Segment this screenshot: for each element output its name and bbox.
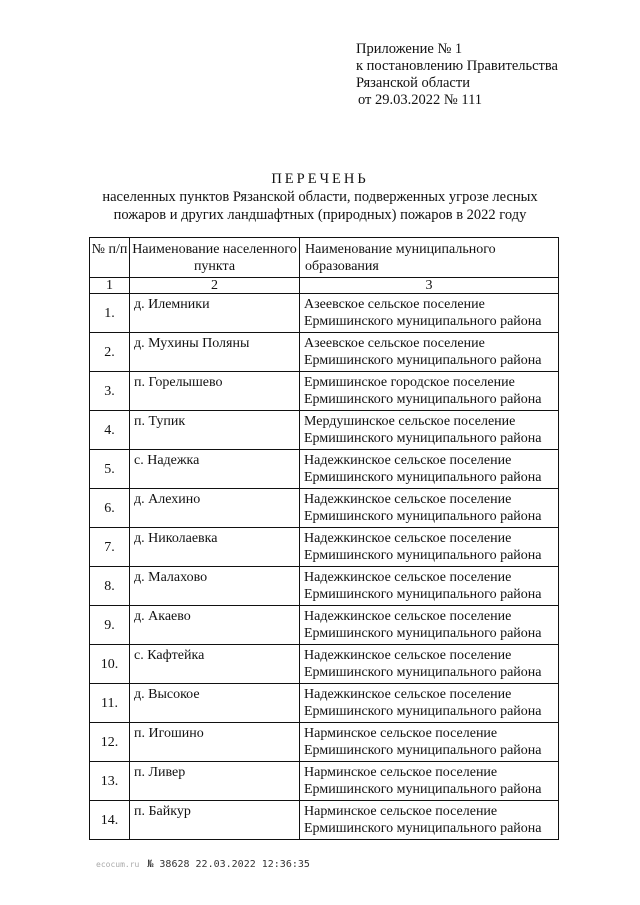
document-title [0,170,640,224]
municipality-district: Ермишинского муниципального района [304,314,542,329]
municipality-district: Ермишинского муниципального района [304,665,542,680]
header-settlement-name: Наименование населенного пункта [130,238,300,278]
municipality-district: Ермишинского муниципального района [304,587,542,602]
settlement-name: с. Кафтейка [130,645,300,684]
municipality-district: Ермишинского муниципального района [304,821,542,836]
row-number: 14. [90,801,130,840]
settlement-name: п. Тупик [130,411,300,450]
registration-stamp [96,859,310,870]
table-row [90,606,559,645]
table-row [90,567,559,606]
title-line-2: пожаров и других ландшафтных (природных) пожаров в 2022 году [113,207,527,223]
row-number: 12. [90,723,130,762]
table-row [90,372,559,411]
column-number-row [90,278,559,294]
row-number: 7. [90,528,130,567]
municipality-settlement: Надежкинское сельское поселение [304,453,512,468]
annex-title: Приложение № 1 [356,41,463,57]
municipality-settlement: Надежкинское сельское поселение [304,492,512,507]
municipality-district: Ермишинского муниципального района [304,743,542,758]
municipality-cell [300,606,559,645]
settlement-name: с. Надежка [130,450,300,489]
row-number: 10. [90,645,130,684]
municipality-cell [300,684,559,723]
municipality-cell [300,372,559,411]
municipality-district: Ермишинского муниципального района [304,392,542,407]
municipality-settlement: Надежкинское сельское поселение [304,687,512,702]
table-row [90,762,559,801]
municipality-district: Ермишинского муниципального района [304,470,542,485]
title-heading: ПЕРЕЧЕНЬ [271,171,369,187]
municipality-settlement: Нарминское сельское поселение [304,726,498,741]
municipality-district: Ермишинского муниципального района [304,509,542,524]
municipality-cell [300,450,559,489]
municipality-cell [300,762,559,801]
municipality-settlement: Надежкинское сельское поселение [304,648,512,663]
row-number: 13. [90,762,130,801]
annex-block [356,41,558,109]
municipality-cell [300,528,559,567]
column-number: 3 [300,278,559,294]
settlement-name: д. Мухины Поляны [130,333,300,372]
municipality-cell [300,567,559,606]
table-row [90,645,559,684]
municipality-settlement: Надежкинское сельское поселение [304,531,512,546]
municipality-district: Ермишинского муниципального района [304,431,542,446]
municipality-cell [300,723,559,762]
municipality-settlement: Надежкинское сельское поселение [304,570,512,585]
municipality-district: Ермишинского муниципального района [304,353,542,368]
municipality-settlement: Азеевское сельское поселение [304,336,485,351]
title-line-1: населенных пунктов Рязанской области, подверженных угрозе лесных [102,189,538,205]
table-row [90,801,559,840]
registration-number: № 38628 22.03.2022 12:36:35 [147,859,310,870]
row-number: 6. [90,489,130,528]
municipality-settlement: Нарминское сельское поселение [304,765,498,780]
table-row [90,294,559,333]
municipality-settlement: Азеевское сельское поселение [304,297,485,312]
annex-reference: к постановлению Правительства [356,58,558,74]
municipality-settlement: Мердушинское сельское поселение [304,414,516,429]
faint-watermark: ecocum.ru [96,860,140,869]
settlement-name: п. Горелышево [130,372,300,411]
table-row [90,528,559,567]
table-row [90,411,559,450]
municipality-settlement: Ермишинское городское поселение [304,375,515,390]
row-number: 11. [90,684,130,723]
settlement-name: д. Высокое [130,684,300,723]
table-row [90,333,559,372]
municipality-cell [300,294,559,333]
municipality-settlement: Надежкинское сельское поселение [304,609,512,624]
row-number: 8. [90,567,130,606]
row-number: 3. [90,372,130,411]
municipality-district: Ермишинского муниципального района [304,704,542,719]
settlement-name: д. Николаевка [130,528,300,567]
annex-region: Рязанской области [356,75,470,91]
municipality-settlement: Нарминское сельское поселение [304,804,498,819]
municipality-cell [300,411,559,450]
header-municipality: Наименование муниципального образования [300,238,559,278]
settlement-name: д. Алехино [130,489,300,528]
row-number: 9. [90,606,130,645]
settlement-name: п. Игошино [130,723,300,762]
settlement-name: п. Ливер [130,762,300,801]
settlement-name: п. Байкур [130,801,300,840]
table-body [90,294,559,840]
settlement-name: д. Акаево [130,606,300,645]
settlement-name: д. Малахово [130,567,300,606]
table-row [90,684,559,723]
row-number: 2. [90,333,130,372]
row-number: 4. [90,411,130,450]
table-header-row [90,238,559,278]
municipality-cell [300,645,559,684]
settlement-name: д. Илемники [130,294,300,333]
row-number: 1. [90,294,130,333]
municipality-district: Ермишинского муниципального района [304,626,542,641]
settlements-table [89,237,559,840]
municipality-district: Ермишинского муниципального района [304,548,542,563]
table-row [90,489,559,528]
table-row [90,723,559,762]
row-number: 5. [90,450,130,489]
annex-date: от 29.03.2022 № 111 [358,92,483,108]
municipality-cell [300,489,559,528]
column-number: 2 [130,278,300,294]
municipality-cell [300,801,559,840]
municipality-district: Ермишинского муниципального района [304,782,542,797]
table-row [90,450,559,489]
header-number: № п/п [90,238,130,278]
column-number: 1 [90,278,130,294]
municipality-cell [300,333,559,372]
